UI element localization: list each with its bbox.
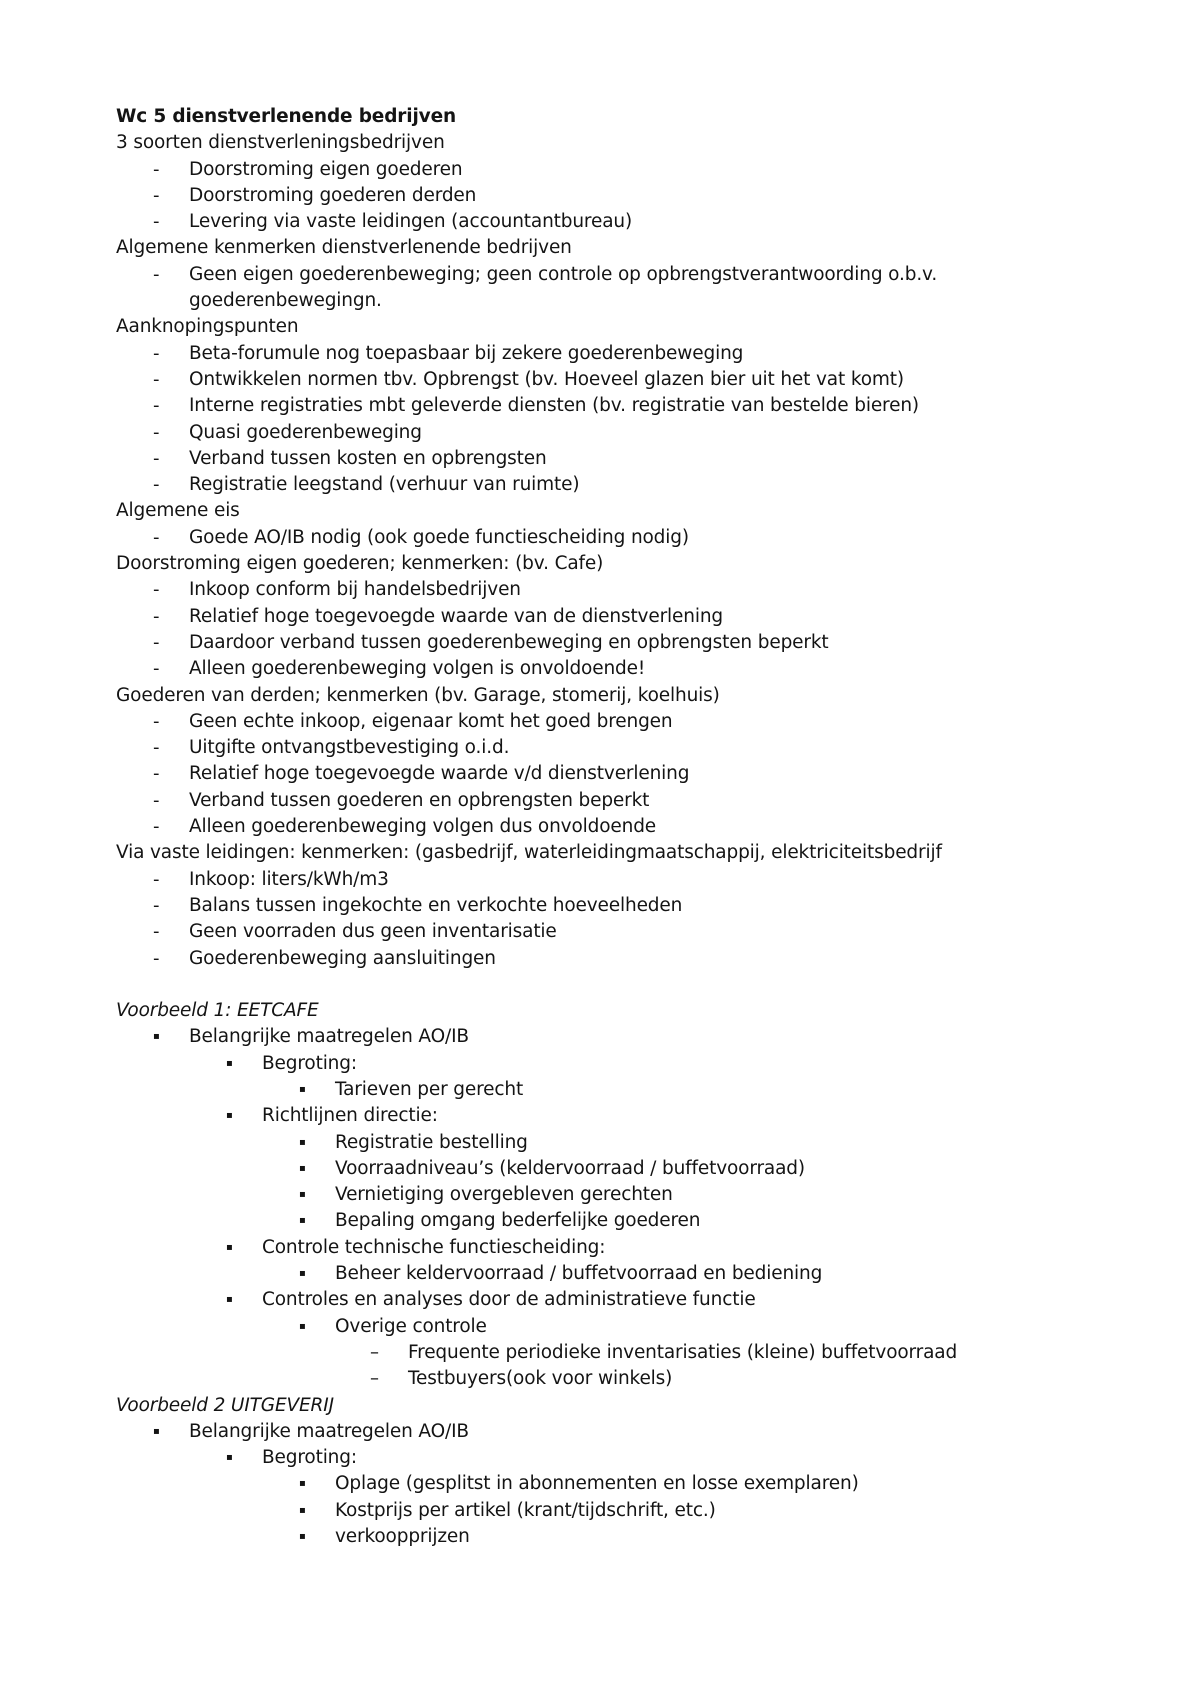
section-heading: Algemene eis [116, 500, 240, 522]
section-heading: Doorstroming eigen goederen; kenmerken: (bv. Cafe) [116, 553, 604, 575]
section-heading: Aanknopingspunten [116, 316, 299, 338]
list-item: - Uitgifte ontvangstbevestiging o.i.d. [116, 735, 1136, 761]
square-bullet: ▪ [226, 1452, 233, 1464]
dash-bullet: - [153, 658, 160, 680]
dash-bullet: - [153, 763, 160, 785]
list-item: ▪ Oplage (gesplitst in abonnementen en losse exemplaren) [116, 1471, 1136, 1497]
blank-line [116, 972, 1136, 998]
square-bullet: ▪ [299, 1320, 306, 1332]
list-item: - Ontwikkelen normen tbv. Opbrengst (bv. Hoeveel glazen bier uit het vat komt) [116, 367, 1136, 393]
list-item: - Relatief hoge toegevoegde waarde van de dienstverlening [116, 604, 1136, 630]
dash-bullet: - [153, 868, 160, 890]
example-2-title: Voorbeeld 2 UITGEVERIJ [116, 1394, 334, 1416]
list-item: - Geen voorraden dus geen inventarisatie [116, 919, 1136, 945]
list-item: - Alleen goederenbeweging volgen dus onvoldoende [116, 814, 1136, 840]
list-item: - Quasi goederenbeweging [116, 420, 1136, 446]
dash-bullet: - [153, 947, 160, 969]
section-heading: Via vaste leidingen: kenmerken: (gasbedrijf, waterleidingmaatschappij, elektriciteitsbedrijf [116, 842, 942, 864]
list-item: ▪ Vernietiging overgebleven gerechten [116, 1182, 1136, 1208]
list-item: ▪ Richtlijnen directie: [116, 1103, 1136, 1129]
list-item: ▪ Controles en analyses door de administratieve functie [116, 1287, 1136, 1313]
square-bullet: ▪ [299, 1531, 306, 1543]
list-item: - Interne registraties mbt geleverde diensten (bv. registratie van bestelde bieren) [116, 393, 1136, 419]
section-heading: 3 soorten dienstverleningsbedrijven [116, 132, 445, 154]
square-bullet: ▪ [299, 1504, 306, 1516]
list-item: - Inkoop: liters/kWh/m3 [116, 867, 1136, 893]
square-bullet: ▪ [299, 1478, 306, 1490]
dash-bullet: - [153, 342, 160, 364]
square-bullet: ▪ [153, 1031, 160, 1043]
list-item: ▪ Bepaling omgang bederfelijke goederen [116, 1208, 1136, 1234]
square-bullet: ▪ [226, 1110, 233, 1122]
dash-bullet: - [153, 631, 160, 653]
dash-bullet: - [153, 579, 160, 601]
list-item: - Doorstroming goederen derden [116, 183, 1136, 209]
endash-bullet: – [370, 1341, 379, 1363]
list-item-continuation: goederenbewegingn. [189, 290, 382, 312]
square-bullet: ▪ [226, 1057, 233, 1069]
list-item: ▪ Overige controle [116, 1314, 1136, 1340]
list-item: - Goederenbeweging aansluitingen [116, 946, 1136, 972]
square-bullet: ▪ [299, 1083, 306, 1095]
dash-bullet: - [153, 184, 160, 206]
dash-bullet: - [153, 211, 160, 233]
list-item: - Inkoop conform bij handelsbedrijven [116, 577, 1136, 603]
list-item: ▪ Begroting: [116, 1051, 1136, 1077]
document-page [116, 104, 1136, 1550]
dash-bullet: - [153, 368, 160, 390]
list-item: ▪ Tarieven per gerecht [116, 1077, 1136, 1103]
dash-bullet: - [153, 263, 160, 285]
list-item: - Goede AO/IB nodig (ook goede functiescheiding nodig) [116, 525, 1136, 551]
page-title: Wc 5 dienstverlenende bedrijven [116, 106, 456, 127]
dash-bullet: - [153, 816, 160, 838]
list-item: - Balans tussen ingekochte en verkochte hoeveelheden [116, 893, 1136, 919]
list-item: – Frequente periodieke inventarisaties (kleine) buffetvoorraad [116, 1340, 1136, 1366]
dash-bullet: - [153, 158, 160, 180]
square-bullet: ▪ [299, 1215, 306, 1227]
list-item: - Daardoor verband tussen goederenbeweging en opbrengsten beperkt [116, 630, 1136, 656]
list-item: ▪ Belangrijke maatregelen AO/IB [116, 1419, 1136, 1445]
dash-bullet: - [153, 526, 160, 548]
dash-bullet: - [153, 710, 160, 732]
square-bullet: ▪ [226, 1294, 233, 1306]
list-item: - Levering via vaste leidingen (accountantbureau) [116, 209, 1136, 235]
list-item: ▪ Voorraadniveau’s (keldervoorraad / buffetvoorraad) [116, 1156, 1136, 1182]
list-item: ▪ Begroting: [116, 1445, 1136, 1471]
square-bullet: ▪ [299, 1136, 306, 1148]
list-item: - Geen eigen goederenbeweging; geen controle op opbrengstverantwoording o.b.v. [116, 262, 1136, 288]
dash-bullet: - [153, 737, 160, 759]
list-item: - Doorstroming eigen goederen [116, 157, 1136, 183]
list-item: - Verband tussen goederen en opbrengsten beperkt [116, 788, 1136, 814]
list-item: - Registratie leegstand (verhuur van ruimte) [116, 472, 1136, 498]
square-bullet: ▪ [299, 1162, 306, 1174]
dash-bullet: - [153, 474, 160, 496]
list-item: - Alleen goederenbeweging volgen is onvoldoende! [116, 656, 1136, 682]
dash-bullet: - [153, 421, 160, 443]
square-bullet: ▪ [299, 1189, 306, 1201]
section-heading: Algemene kenmerken dienstverlenende bedrijven [116, 237, 572, 259]
dash-bullet: - [153, 894, 160, 916]
dash-bullet: - [153, 789, 160, 811]
list-item: - Relatief hoge toegevoegde waarde v/d dienstverlening [116, 761, 1136, 787]
list-item: - Geen echte inkoop, eigenaar komt het goed brengen [116, 709, 1136, 735]
section-heading: Goederen van derden; kenmerken (bv. Garage, stomerij, koelhuis) [116, 684, 720, 706]
list-item: - Beta-forumule nog toepasbaar bij zekere goederenbeweging [116, 341, 1136, 367]
list-item: ▪ Belangrijke maatregelen AO/IB [116, 1024, 1136, 1050]
dash-bullet: - [153, 395, 160, 417]
example-1-title: Voorbeeld 1: EETCAFE [116, 1000, 319, 1022]
square-bullet: ▪ [299, 1268, 306, 1280]
dash-bullet: - [153, 605, 160, 627]
list-item: ▪ verkoopprijzen [116, 1524, 1136, 1550]
endash-bullet: – [370, 1368, 379, 1390]
list-item: ▪ Controle technische functiescheiding: [116, 1235, 1136, 1261]
list-item: - Verband tussen kosten en opbrengsten [116, 446, 1136, 472]
square-bullet: ▪ [153, 1425, 160, 1437]
list-item: ▪ Beheer keldervoorraad / buffetvoorraad en bediening [116, 1261, 1136, 1287]
list-item: ▪ Registratie bestelling [116, 1130, 1136, 1156]
dash-bullet: - [153, 921, 160, 943]
list-item: ▪ Kostprijs per artikel (krant/tijdschrift, etc.) [116, 1498, 1136, 1524]
dash-bullet: - [153, 447, 160, 469]
list-item: – Testbuyers(ook voor winkels) [116, 1366, 1136, 1392]
square-bullet: ▪ [226, 1241, 233, 1253]
